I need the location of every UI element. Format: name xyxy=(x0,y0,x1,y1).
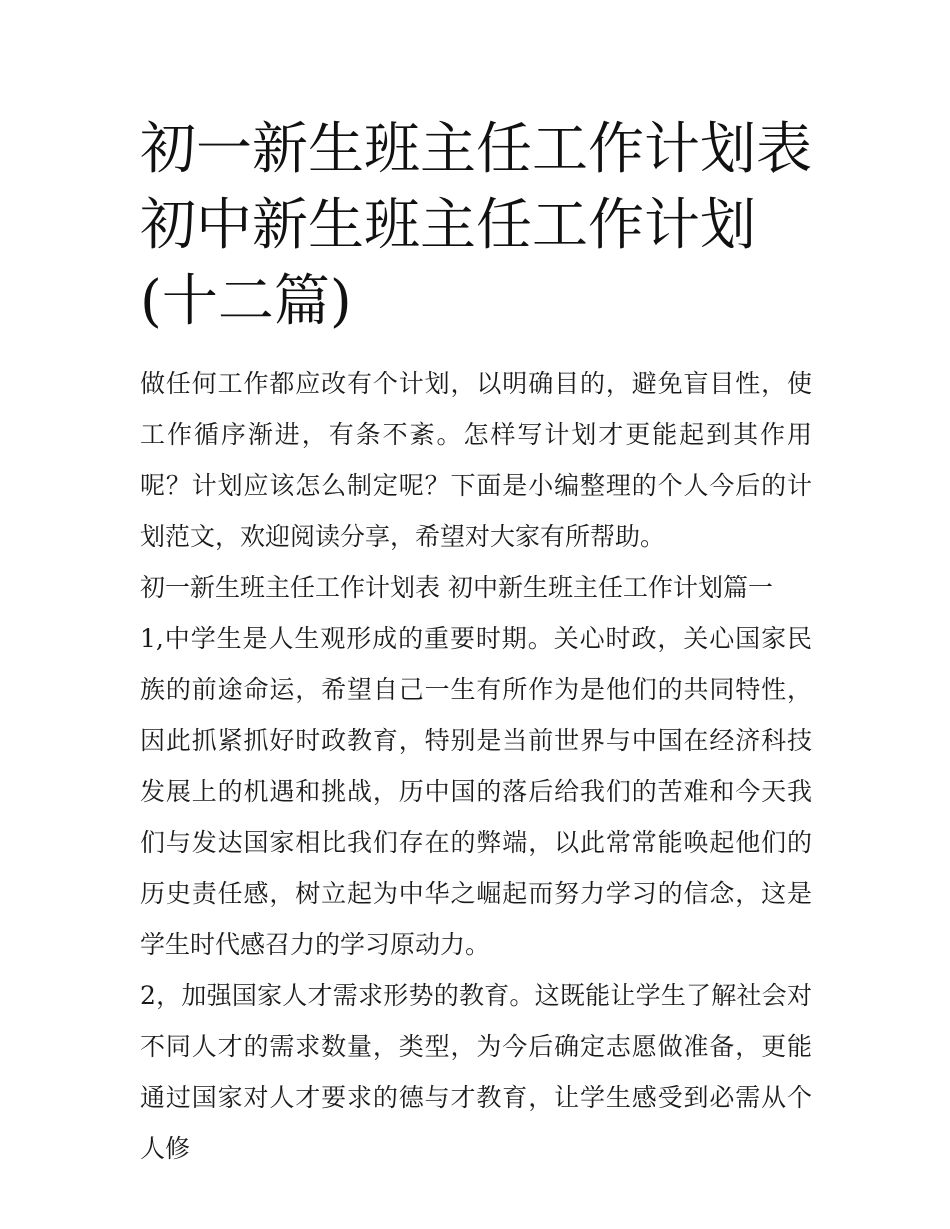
point-paragraph-2: 2，加强国家人才需求形势的教育。这既能让学生了解社会对不同人才的需求数量，类型，为今后确定志愿做准备，更能通过国家对人才要求的德与才教育，让学生感受到必需从个人修 xyxy=(140,981,812,1163)
intro-paragraph: 做任何工作都应改有个计划，以明确目的，避免盲目性，使工作循序渐进，有条不紊。怎样写计划才更能起到其作用呢？计划应该怎么制定呢？下面是小编整理的个人今后的计划范文，欢迎阅读分享，希望对大家有所帮助。 xyxy=(140,369,812,551)
section-heading: 初一新生班主任工作计划表 初中新生班主任工作计划篇一 xyxy=(140,573,773,602)
document-page xyxy=(140,112,812,1174)
document-title: 初一新生班主任工作计划表 初中新生班主任工作计划(十二篇) xyxy=(140,117,812,334)
point-paragraph-1: 1,中学生是人生观形成的重要时期。关心时政，关心国家民族的前途命运，希望自己一生有所作为是他们的共同特性，因此抓紧抓好时政教育，特别是当前世界与中国在经济科技发展上的机遇和挑战，历中国的落后给我们的苦难和今天我们与发达国家相比我们存在的弊端，以此常常能唤起他们的历史责任感，树立起为中华之崛起而努力学习的信念，这是学生时代感召力的学习原动力。 xyxy=(140,624,812,959)
